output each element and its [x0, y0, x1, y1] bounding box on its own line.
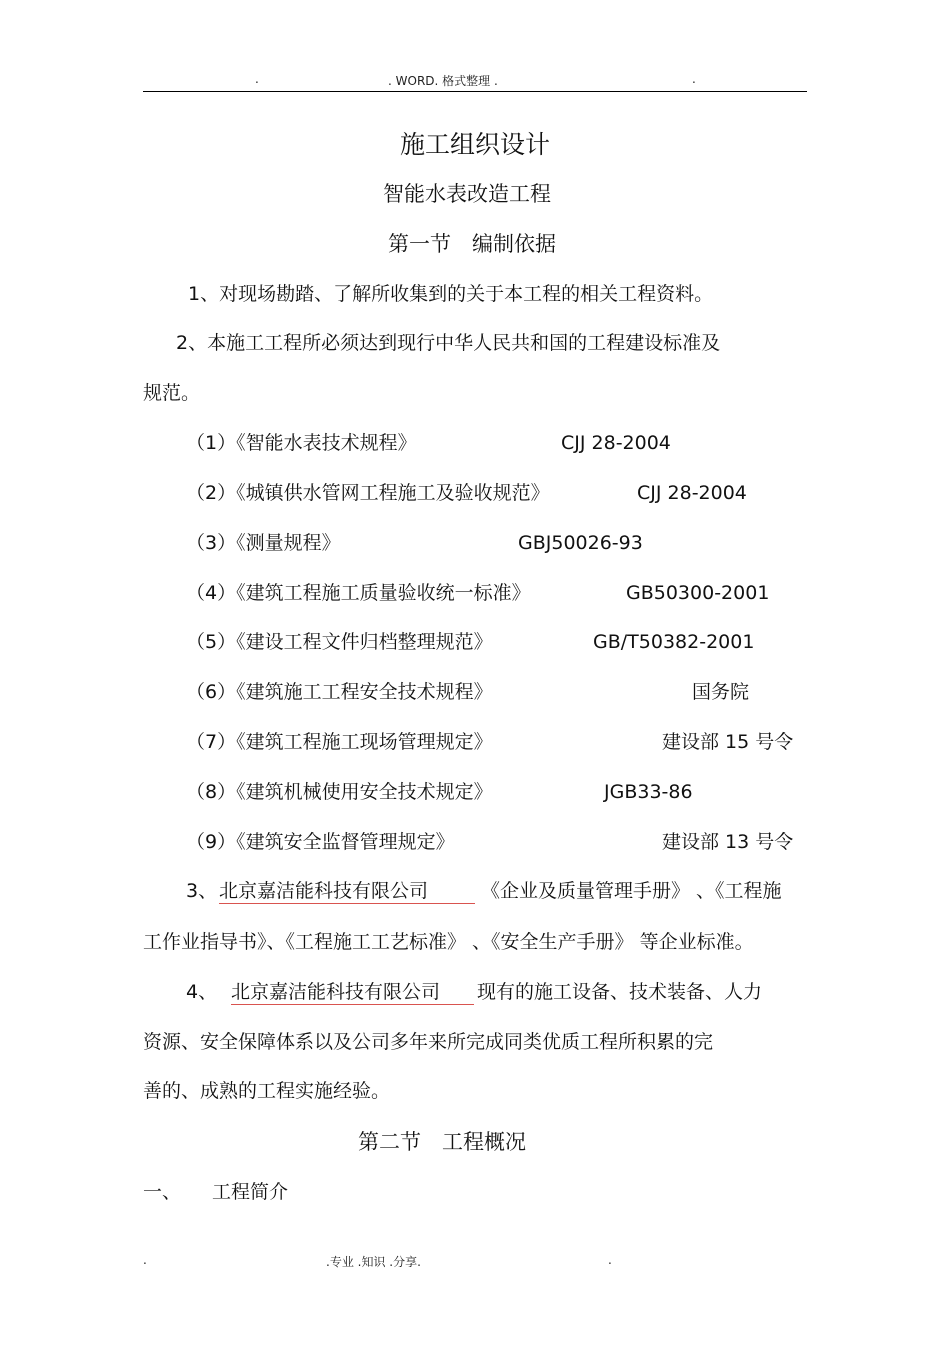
standard-name: （5）《建设工程文件归档整理规范》: [186, 631, 493, 653]
standard-code: 国务院: [692, 681, 750, 703]
standard-code: GB/T50382-2001: [593, 631, 755, 653]
company-name: 北京嘉洁能科技有限公司: [219, 880, 429, 902]
paragraph-item-3-prefix: 3、: [186, 880, 218, 902]
standard-name: （1）《智能水表技术规程》: [186, 432, 417, 454]
paragraph-item-3-line-2: 工作业指导书》、《工程施工工艺标准》 、《安全生产手册》 等企业标准。: [143, 931, 754, 953]
standard-name: （4）《建筑工程施工质量验收统一标准》: [186, 582, 531, 604]
paragraph-item-4-line-2: 资源、安全保障体系以及公司多年来所完成同类优质工程所积累的完: [143, 1031, 714, 1053]
paragraph-item-2-line-2: 规范。: [143, 382, 201, 404]
standard-name: （3）《测量规程》: [186, 532, 341, 554]
standard-name: （7）《建筑工程施工现场管理规定》: [186, 731, 493, 753]
header-right-dot: .: [692, 72, 696, 86]
paragraph-item-4-line-3: 善的、成熟的工程实施经验。: [143, 1080, 391, 1102]
standard-code: 建设部 13 号令: [662, 831, 794, 853]
standard-code: 建设部 15 号令: [662, 731, 794, 753]
standard-code: CJJ 28-2004: [561, 432, 671, 454]
company-underline: [219, 903, 475, 904]
header-text: . WORD. 格式整理 .: [388, 74, 498, 88]
subsection-number: 一、: [143, 1181, 182, 1203]
standard-name: （6）《建筑施工工程安全技术规程》: [186, 681, 493, 703]
standard-code: JGB33-86: [604, 781, 693, 803]
document-subtitle: 智能水表改造工程: [383, 182, 551, 206]
document-title: 施工组织设计: [399, 130, 550, 159]
header-rule: [143, 91, 807, 92]
standard-code: GB50300-2001: [626, 582, 770, 604]
header-left-dot: .: [255, 72, 259, 86]
section-heading-2: 第二节 工程概况: [358, 1130, 526, 1154]
company-name: 北京嘉洁能科技有限公司: [231, 981, 441, 1003]
company-underline: [231, 1004, 474, 1005]
paragraph-item-1: 1、对现场勘踏、了解所收集到的关于本工程的相关工程资料。: [188, 283, 714, 305]
standard-code: CJJ 28-2004: [637, 482, 747, 504]
standard-name: （2）《城镇供水管网工程施工及验收规范》: [186, 482, 550, 504]
footer-right-dot: .: [608, 1253, 612, 1267]
paragraph-item-4-prefix: 4、: [186, 981, 218, 1003]
paragraph-item-3-rest: 《企业及质量管理手册》 、《工程施: [481, 880, 782, 902]
footer-text: .专业 .知识 .分享.: [326, 1255, 421, 1269]
standard-code: GBJ50026-93: [518, 532, 643, 554]
standard-name: （9）《建筑安全监督管理规定》: [186, 831, 455, 853]
section-heading-1: 第一节 编制依据: [388, 232, 556, 256]
standard-name: （8）《建筑机械使用安全技术规定》: [186, 781, 493, 803]
paragraph-item-2-line-1: 2、本施工工程所必须达到现行中华人民共和国的工程建设标准及: [176, 332, 721, 354]
paragraph-item-4-rest: 现有的施工设备、技术装备、人力: [477, 981, 763, 1003]
subsection-title: 工程简介: [212, 1181, 289, 1203]
footer-left-dot: .: [143, 1253, 147, 1267]
